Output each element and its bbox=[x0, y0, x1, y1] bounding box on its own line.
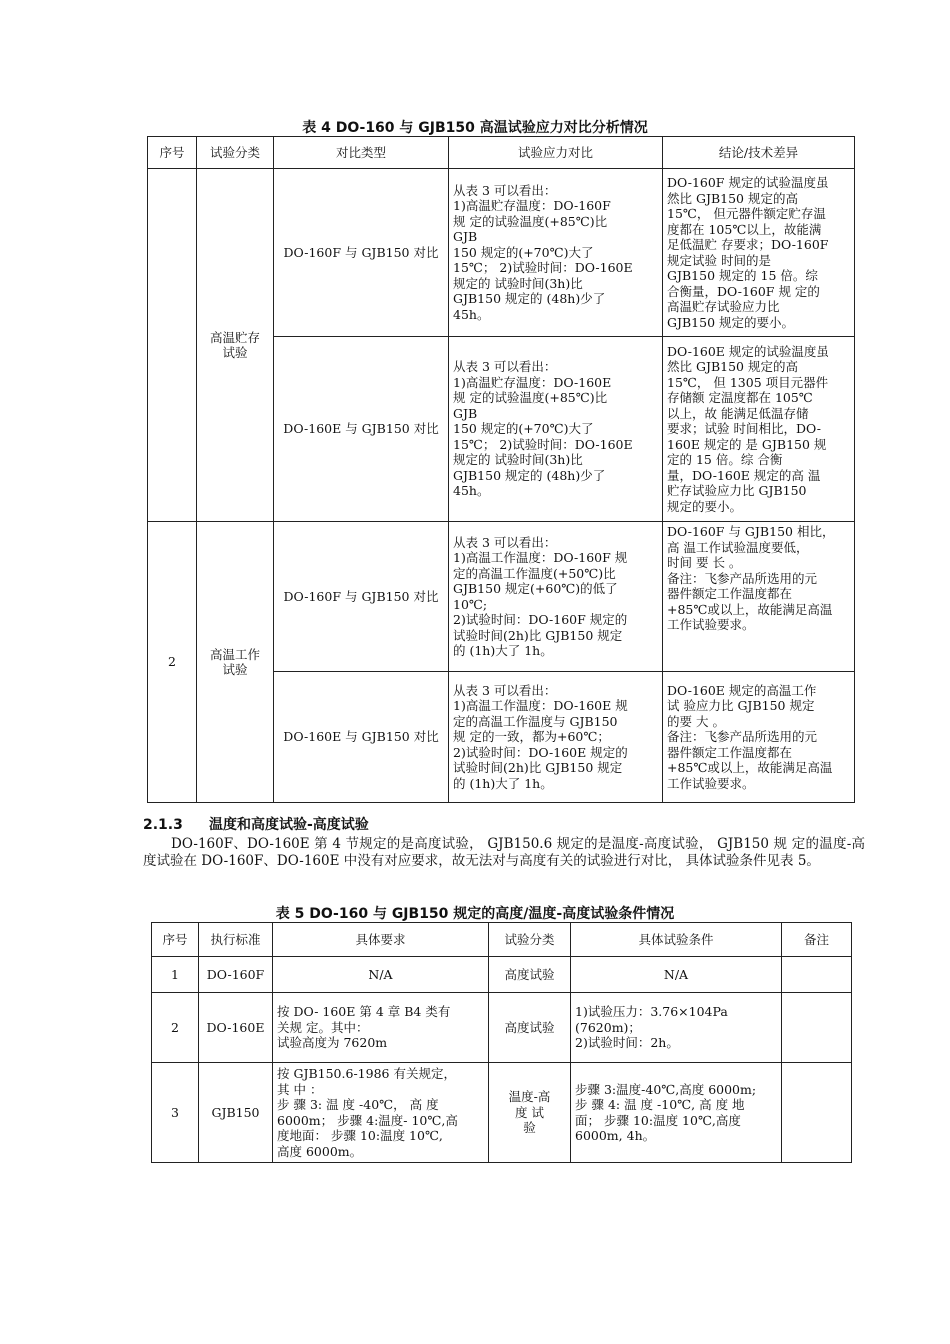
section-heading bbox=[143, 814, 369, 834]
table5-conditions-cell: 1)试验压力：3.76×104Pa (7620m)； 2)试验时间：2h。 bbox=[571, 993, 782, 1063]
table5-requirement-cell: 按 DO- 160E 第 4 章 B4 类有 关规 定。其中： 试验高度为 7620m bbox=[273, 993, 489, 1063]
table4-header-type: 对比类型 bbox=[274, 137, 449, 169]
table4-stress-cell: 从表 3 可以看出： 1)高温贮存温度：DO-160E 规 定的试验温度(+85℃)比 GJB 150 规定的(+70℃)大了 15℃； 2)试验时间：DO-160E 规定的 试验时间(3h)比 GJB150 规定的 (48h)少了 45h。 bbox=[449, 337, 663, 522]
table5-header-index: 序号 bbox=[152, 923, 199, 957]
table4-index-cell bbox=[148, 169, 197, 522]
table4-header-stress: 试验应力对比 bbox=[449, 137, 663, 169]
table5-header-row bbox=[152, 923, 852, 957]
table4-conclusion-cell: DO-160E 规定的高温工作 试 验应力比 GJB150 规定 的要 大 。 备注：飞参产品所选用的元 器件额定工作温度都在 +85℃或以上，故能满足高温 工作试验要求。 bbox=[663, 672, 855, 803]
table5-remark-cell bbox=[782, 993, 852, 1063]
table4 bbox=[147, 136, 855, 803]
table5-category-cell: 高度试验 bbox=[489, 993, 571, 1063]
table5-category-cell: 高度试验 bbox=[489, 957, 571, 993]
table4-stress-cell: 从表 3 可以看出： 1)高温贮存温度：DO-160F 规 定的试验温度(+85℃)比 GJB 150 规定的(+70℃)大了 15℃； 2)试验时间：DO-160E 规定的 试验时间(3h)比 GJB150 规定的 (48h)少了 45h。 bbox=[449, 169, 663, 337]
table5-requirement-cell: N/A bbox=[273, 957, 489, 993]
table4-header-conclusion: 结论/技术差异 bbox=[663, 137, 855, 169]
table4-conclusion-cell: DO-160E 规定的试验温度虽 然比 GJB150 规定的高 15℃， 但 1305 项目元器件 存储额 定温度都在 105℃ 以上，故 能满足低温存储 要求；试验 时间相比，DO- 160E 规定的 是 GJB150 规 定的 15 倍。综 合衡 量，DO-160E 规定的高 温 贮存试验应力比 GJB150 规定的要小。 bbox=[663, 337, 855, 522]
table5-index-cell: 2 bbox=[152, 993, 199, 1063]
table5-remark-cell bbox=[782, 957, 852, 993]
table4-category-cell: 高温工作 试验 bbox=[197, 522, 274, 803]
table-row bbox=[152, 1063, 852, 1163]
table4-type-cell: DO-160E 与 GJB150 对比 bbox=[274, 337, 449, 522]
table4-stress-cell: 从表 3 可以看出： 1)高温工作温度：DO-160F 规 定的高温工作温度(+50℃)比 GJB150 规定(+60℃)的低了 10℃; 2)试验时间：DO-160F 规定的 试验时间(2h)比 GJB150 规定 的 (1h)大了 1h。 bbox=[449, 522, 663, 672]
table4-type-cell: DO-160F 与 GJB150 对比 bbox=[274, 169, 449, 337]
table4-header-index: 序号 bbox=[148, 137, 197, 169]
table-row bbox=[148, 522, 855, 672]
table4-conclusion-cell: DO-160F 与 GJB150 相比， 高 温工作试验温度要低， 时间 要 长 。 备注：飞参产品所选用的元 器件额定工作温度都在 +85℃或以上，故能满足高温 工作试验要求。 bbox=[663, 522, 855, 672]
table4-index-cell: 2 bbox=[148, 522, 197, 803]
table5-index-cell: 3 bbox=[152, 1063, 199, 1163]
table5-caption: 表 5 DO-160 与 GJB150 规定的高度/温度-高度试验条件情况 bbox=[275, 906, 675, 922]
table5 bbox=[151, 922, 852, 1163]
table5-conditions-cell: N/A bbox=[571, 957, 782, 993]
table5-standard-cell: DO-160E bbox=[199, 993, 273, 1063]
table-row bbox=[152, 993, 852, 1063]
table5-standard-cell: DO-160F bbox=[199, 957, 273, 993]
table4-type-cell: DO-160E 与 GJB150 对比 bbox=[274, 672, 449, 803]
section-title: 温度和高度试验-高度试验 bbox=[209, 817, 369, 833]
table5-header-remark: 备注 bbox=[782, 923, 852, 957]
table5-header-conditions: 具体试验条件 bbox=[571, 923, 782, 957]
table4-caption: 表 4 DO-160 与 GJB150 高温试验应力对比分析情况 bbox=[302, 120, 648, 136]
table5-header-category: 试验分类 bbox=[489, 923, 571, 957]
table4-category-cell: 高温贮存 试验 bbox=[197, 169, 274, 522]
table-row bbox=[148, 169, 855, 337]
table-row bbox=[152, 957, 852, 993]
table5-header-requirement: 具体要求 bbox=[273, 923, 489, 957]
table5-header-standard: 执行标准 bbox=[199, 923, 273, 957]
table5-remark-cell bbox=[782, 1063, 852, 1163]
table4-stress-cell: 从表 3 可以看出： 1)高温工作温度：DO-160E 规 定的高温工作温度与 GJB150 规 定的一致，都为+60℃； 2)试验时间：DO-160E 规定的 试验时间(2h)比 GJB150 规定 的 (1h)大了 1h。 bbox=[449, 672, 663, 803]
table5-standard-cell: GJB150 bbox=[199, 1063, 273, 1163]
table5-requirement-cell: 按 GJB150.6-1986 有关规定， 其 中 ： 步 骤 3: 温 度 -40℃， 高 度 6000m； 步骤 4:温度- 10℃,高 度地面： 步骤 10:温度 10℃, 高度 6000m。 bbox=[273, 1063, 489, 1163]
table4-header-row bbox=[148, 137, 855, 169]
table5-category-cell: 温度-高 度 试 验 bbox=[489, 1063, 571, 1163]
table4-type-cell: DO-160F 与 GJB150 对比 bbox=[274, 522, 449, 672]
section-paragraph: DO-160F、DO-160E 第 4 节规定的是高度试验， GJB150.6 规定的是温度-高度试验， GJB150 规 定的温度-高度试验在 DO-160F、DO-160E 中没有对应要求，故无法对与高度有关的试验进行对比， 具体试验条件见表 5。 bbox=[143, 836, 865, 869]
table5-index-cell: 1 bbox=[152, 957, 199, 993]
table4-conclusion-cell: DO-160F 规定的试验温度虽 然比 GJB150 规定的高 15℃， 但元器件额定贮存温 度都在 105℃以上，故能满 足低温贮 存要求；DO-160F 规定试验 时间的是 GJB150 规定的 15 倍。综 合衡量，DO-160F 规 定的 高温贮存试验应力比 GJB150 规定的要小。 bbox=[663, 169, 855, 337]
table4-header-category: 试验分类 bbox=[197, 137, 274, 169]
section-number: 2.1.3 bbox=[143, 817, 183, 833]
table5-conditions-cell: 步骤 3:温度-40℃,高度 6000m; 步 骤 4: 温 度 -10℃, 高 度 地 面； 步骤 10:温度 10℃,高度 6000m, 4h。 bbox=[571, 1063, 782, 1163]
